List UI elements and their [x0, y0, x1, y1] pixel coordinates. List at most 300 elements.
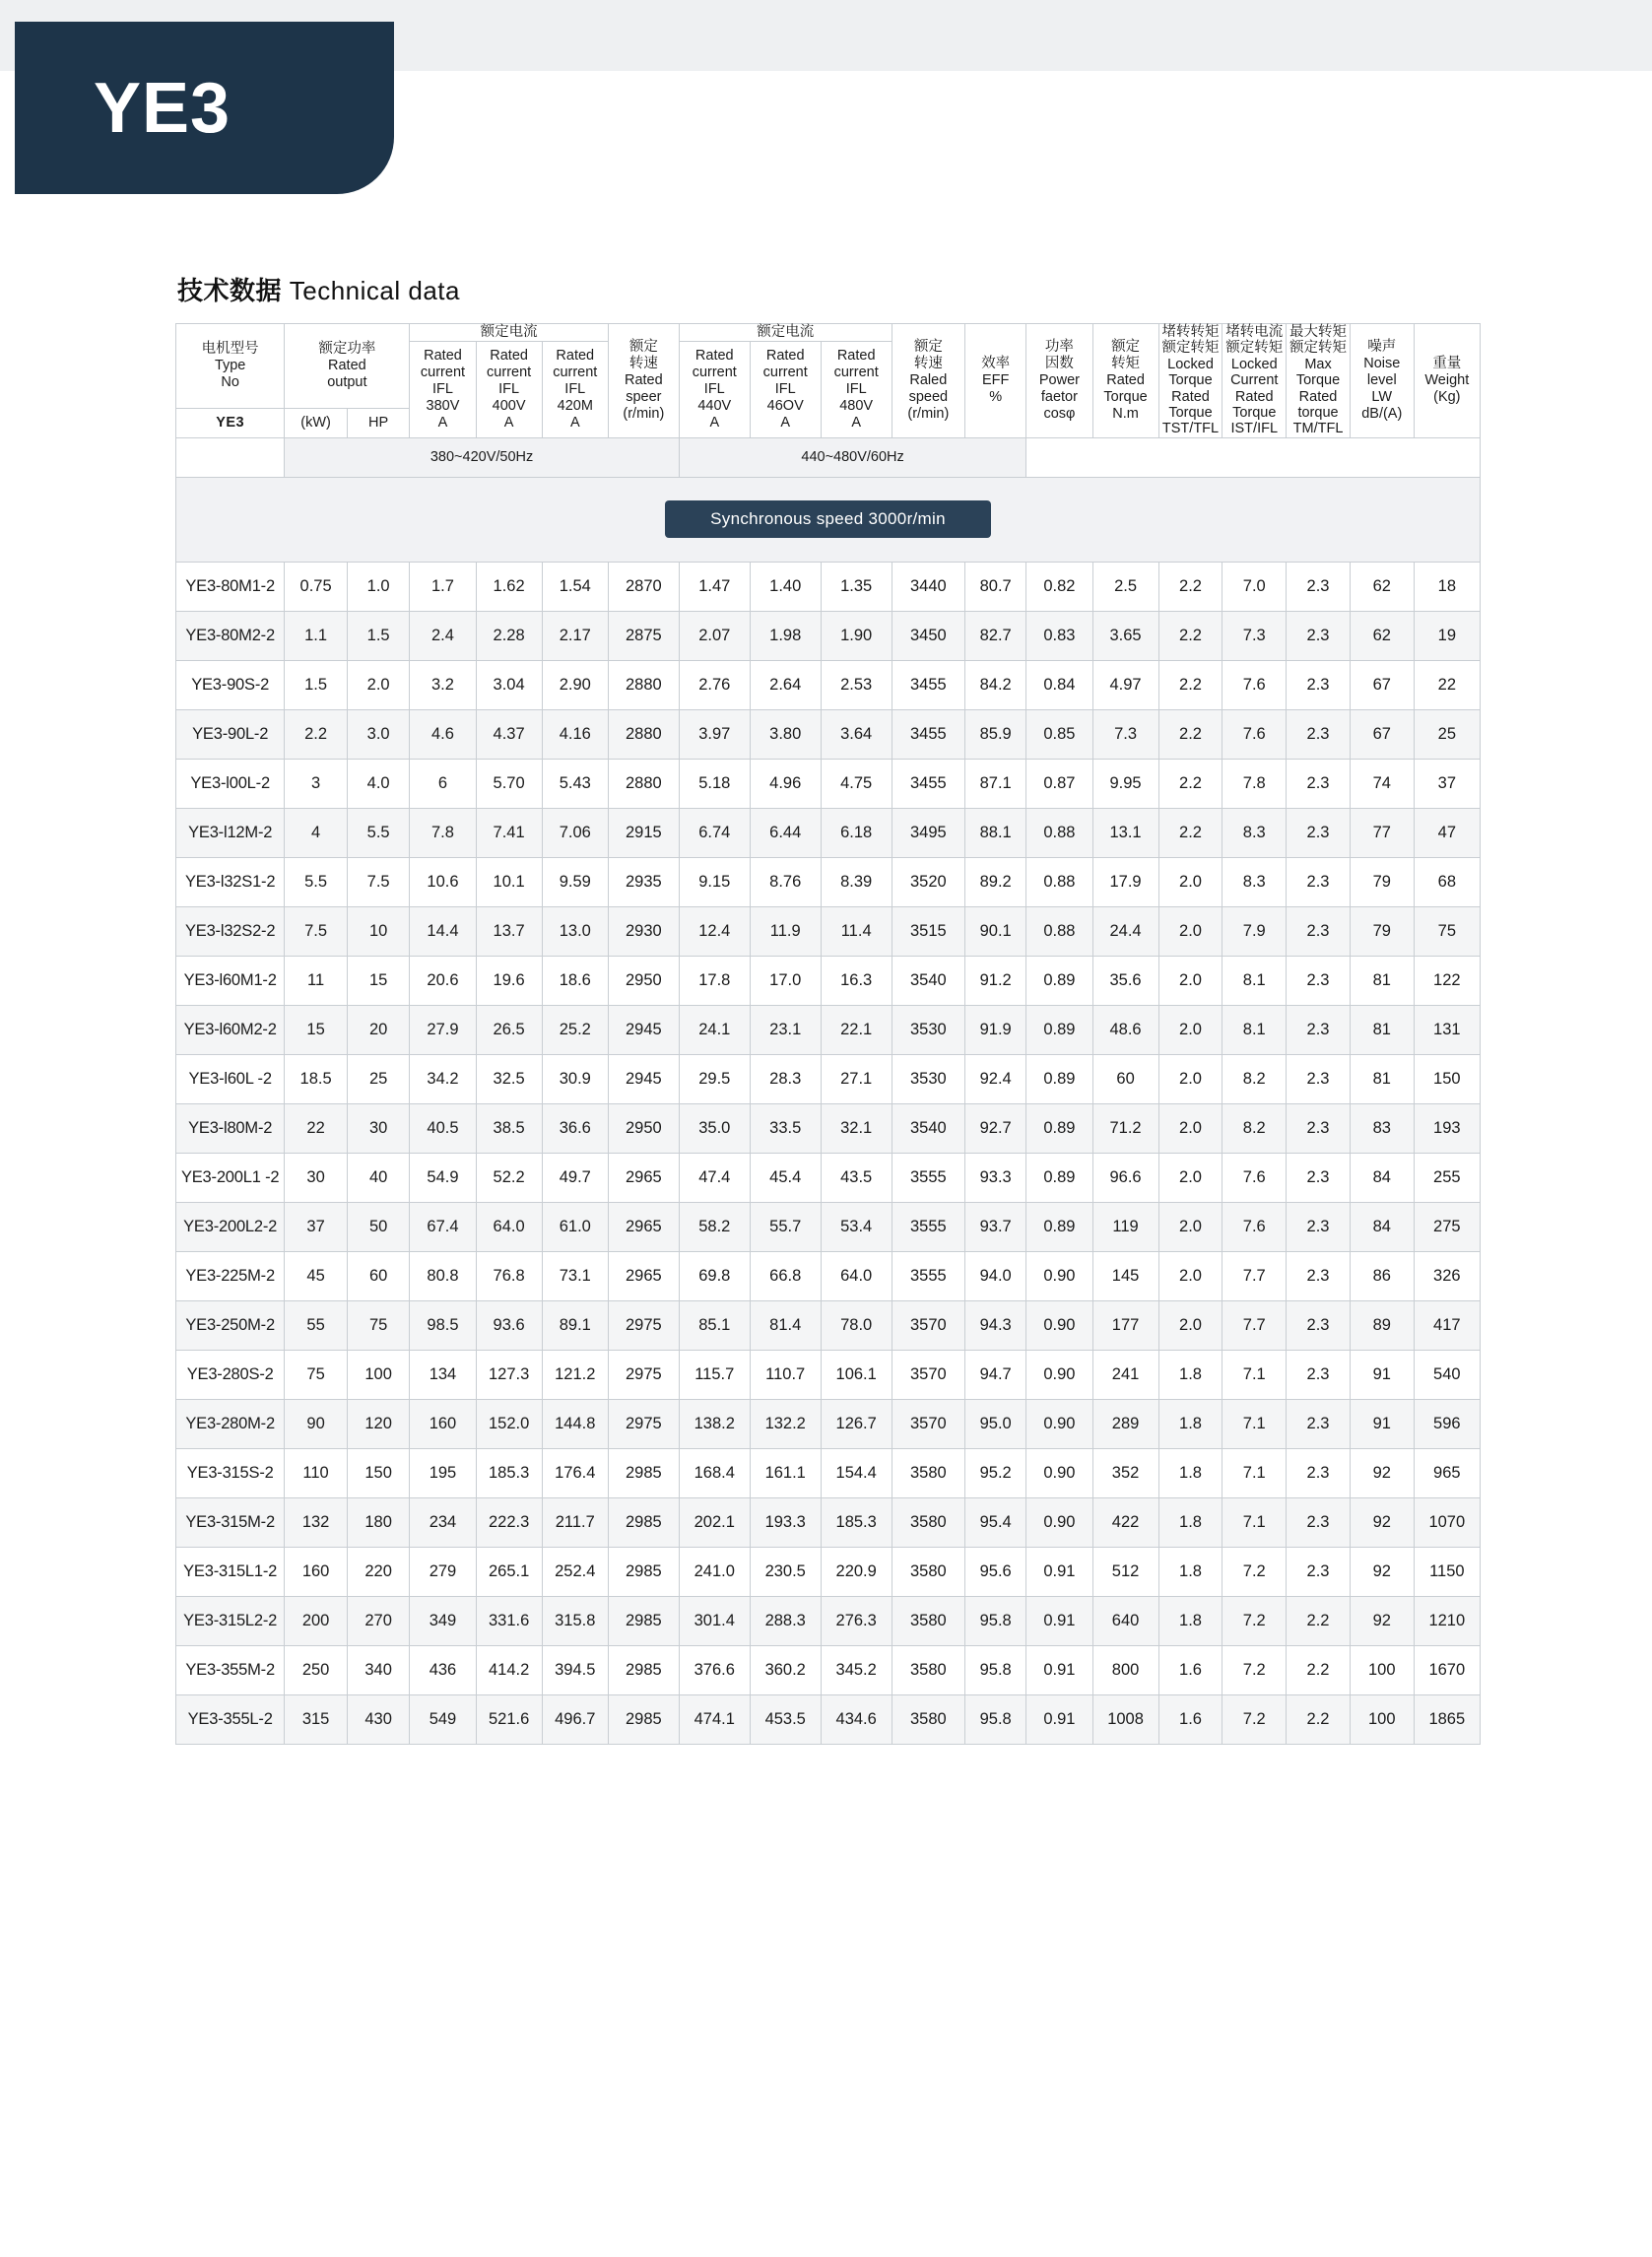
table-cell: 2.0	[1158, 1103, 1222, 1153]
table-cell: 91	[1350, 1399, 1414, 1448]
table-cell: 32.1	[821, 1103, 892, 1153]
header-row-main	[176, 324, 1481, 342]
table-cell: 2.0	[1158, 1005, 1222, 1054]
table-cell: 119	[1092, 1202, 1158, 1251]
cell-model: YE3-280S-2	[176, 1350, 285, 1399]
table-cell: 73.1	[542, 1251, 608, 1300]
table-cell: 0.85	[1026, 709, 1092, 759]
table-cell: 7.0	[1222, 562, 1287, 611]
table-cell: 434.6	[821, 1694, 892, 1744]
table-cell: 331.6	[476, 1596, 542, 1645]
table-cell: 25.2	[542, 1005, 608, 1054]
cell-model: YE3-l12M-2	[176, 808, 285, 857]
table-cell: 66.8	[750, 1251, 821, 1300]
table-cell: 55.7	[750, 1202, 821, 1251]
header-current-460v: Rated current IFL 46OV A	[750, 342, 821, 438]
header-current-480v: Rated current IFL 480V A	[821, 342, 892, 438]
cell-model: YE3-l60M1-2	[176, 956, 285, 1005]
table-cell: 20	[347, 1005, 410, 1054]
table-cell: 145	[1092, 1251, 1158, 1300]
table-cell: 37	[1414, 759, 1480, 808]
table-cell: 3	[285, 759, 348, 808]
table-cell: 95.8	[965, 1596, 1026, 1645]
header-current-440v: Rated current IFL 440V A	[679, 342, 750, 438]
table-cell: 4.75	[821, 759, 892, 808]
table-cell: 127.3	[476, 1350, 542, 1399]
cell-model: YE3-200L2-2	[176, 1202, 285, 1251]
table-cell: 1670	[1414, 1645, 1480, 1694]
table-cell: 27.9	[410, 1005, 476, 1054]
table-cell: 3.97	[679, 709, 750, 759]
table-cell: 1.8	[1158, 1547, 1222, 1596]
table-cell: 98.5	[410, 1300, 476, 1350]
table-cell: 92	[1350, 1497, 1414, 1547]
table-row	[176, 1251, 1481, 1300]
table-cell: 29.5	[679, 1054, 750, 1103]
table-cell: 7.1	[1222, 1350, 1287, 1399]
table-cell: 2.0	[1158, 1202, 1222, 1251]
table-row	[176, 1103, 1481, 1153]
table-cell: 2985	[608, 1645, 679, 1694]
table-cell: 28.3	[750, 1054, 821, 1103]
table-cell: 8.39	[821, 857, 892, 906]
table-cell: 2935	[608, 857, 679, 906]
table-cell: 0.91	[1026, 1547, 1092, 1596]
table-cell: 1.1	[285, 611, 348, 660]
table-cell: 2.2	[1158, 709, 1222, 759]
table-cell: 82.7	[965, 611, 1026, 660]
synchronous-speed-row	[176, 477, 1481, 562]
table-cell: 9.95	[1092, 759, 1158, 808]
table-cell: 50	[347, 1202, 410, 1251]
table-cell: 3570	[892, 1300, 964, 1350]
table-cell: 80.7	[965, 562, 1026, 611]
table-cell: 7.6	[1222, 660, 1287, 709]
table-cell: 3540	[892, 1103, 964, 1153]
table-row	[176, 660, 1481, 709]
table-cell: 5.70	[476, 759, 542, 808]
table-cell: 6.44	[750, 808, 821, 857]
table-cell: 92	[1350, 1596, 1414, 1645]
table-cell: 36.6	[542, 1103, 608, 1153]
table-cell: 220.9	[821, 1547, 892, 1596]
table-cell: 193	[1414, 1103, 1480, 1153]
table-cell: 3.0	[347, 709, 410, 759]
table-cell: 0.89	[1026, 956, 1092, 1005]
table-cell: 2880	[608, 709, 679, 759]
table-cell: 270	[347, 1596, 410, 1645]
table-cell: 180	[347, 1497, 410, 1547]
table-cell: 496.7	[542, 1694, 608, 1744]
table-cell: 234	[410, 1497, 476, 1547]
table-cell: 6.74	[679, 808, 750, 857]
table-cell: 422	[1092, 1497, 1158, 1547]
table-cell: 69.8	[679, 1251, 750, 1300]
table-cell: 1.7	[410, 562, 476, 611]
table-cell: 2.28	[476, 611, 542, 660]
table-cell: 100	[347, 1350, 410, 1399]
table-cell: 0.90	[1026, 1448, 1092, 1497]
cell-model: YE3-200L1 -2	[176, 1153, 285, 1202]
table-cell: 94.3	[965, 1300, 1026, 1350]
table-row	[176, 1350, 1481, 1399]
table-cell: 92	[1350, 1448, 1414, 1497]
table-cell: 27.1	[821, 1054, 892, 1103]
table-row	[176, 759, 1481, 808]
table-cell: 84.2	[965, 660, 1026, 709]
header-power-factor: 功率 因数 Power faetor cosφ	[1026, 324, 1092, 438]
table-cell: 2.3	[1287, 759, 1351, 808]
table-cell: 37	[285, 1202, 348, 1251]
table-cell: 430	[347, 1694, 410, 1744]
table-cell: 93.3	[965, 1153, 1026, 1202]
cell-model: YE3-l32S1-2	[176, 857, 285, 906]
table-cell: 2985	[608, 1596, 679, 1645]
table-cell: 33.5	[750, 1103, 821, 1153]
page-title	[177, 271, 460, 307]
table-cell: 417	[1414, 1300, 1480, 1350]
table-cell: 110.7	[750, 1350, 821, 1399]
table-cell: 3580	[892, 1694, 964, 1744]
table-cell: 5.43	[542, 759, 608, 808]
table-cell: 2.3	[1287, 1547, 1351, 1596]
table-cell: 1.5	[347, 611, 410, 660]
table-cell: 7.7	[1222, 1300, 1287, 1350]
table-cell: 13.1	[1092, 808, 1158, 857]
voltage-band-row	[176, 437, 1481, 477]
table-cell: 13.0	[542, 906, 608, 956]
table-cell: 0.88	[1026, 906, 1092, 956]
cell-model: YE3-355L-2	[176, 1694, 285, 1744]
table-cell: 25	[347, 1054, 410, 1103]
table-cell: 3455	[892, 759, 964, 808]
header-current-420v: Rated current IFL 420M A	[542, 342, 608, 438]
table-cell: 6.18	[821, 808, 892, 857]
table-cell: 176.4	[542, 1448, 608, 1497]
table-cell: 301.4	[679, 1596, 750, 1645]
table-cell: 2.3	[1287, 1497, 1351, 1547]
table-cell: 7.8	[410, 808, 476, 857]
table-cell: 345.2	[821, 1645, 892, 1694]
table-cell: 75	[347, 1300, 410, 1350]
table-cell: 16.3	[821, 956, 892, 1005]
header-current-400v: Rated current IFL 400V A	[476, 342, 542, 438]
brand-logo: YE3	[15, 22, 394, 194]
cell-model: YE3-l60L -2	[176, 1054, 285, 1103]
table-cell: 60	[1092, 1054, 1158, 1103]
table-cell: 49.7	[542, 1153, 608, 1202]
technical-data-table	[175, 323, 1481, 1745]
table-cell: 0.89	[1026, 1103, 1092, 1153]
table-cell: 1.47	[679, 562, 750, 611]
table-cell: 11.4	[821, 906, 892, 956]
table-cell: 3570	[892, 1350, 964, 1399]
table-cell: 15	[285, 1005, 348, 1054]
cell-model: YE3-90L-2	[176, 709, 285, 759]
table-cell: 80.8	[410, 1251, 476, 1300]
table-cell: 15	[347, 956, 410, 1005]
header-weight: 重量 Weight (Kg)	[1414, 324, 1480, 438]
table-cell: 0.90	[1026, 1251, 1092, 1300]
table-cell: 161.1	[750, 1448, 821, 1497]
table-cell: 92.4	[965, 1054, 1026, 1103]
table-cell: 3555	[892, 1153, 964, 1202]
table-cell: 144.8	[542, 1399, 608, 1448]
table-cell: 0.89	[1026, 1005, 1092, 1054]
table-cell: 2.64	[750, 660, 821, 709]
cell-model: YE3-90S-2	[176, 660, 285, 709]
table-cell: 222.3	[476, 1497, 542, 1547]
table-cell: 1865	[1414, 1694, 1480, 1744]
table-cell: 100	[1350, 1645, 1414, 1694]
cell-model: YE3-80M2-2	[176, 611, 285, 660]
table-cell: 24.4	[1092, 906, 1158, 956]
cell-model: YE3-280M-2	[176, 1399, 285, 1448]
table-cell: 85.9	[965, 709, 1026, 759]
table-row	[176, 956, 1481, 1005]
table-cell: 965	[1414, 1448, 1480, 1497]
table-row	[176, 562, 1481, 611]
table-cell: 177	[1092, 1300, 1158, 1350]
table-cell: 2.3	[1287, 1054, 1351, 1103]
table-cell: 132.2	[750, 1399, 821, 1448]
table-cell: 220	[347, 1547, 410, 1596]
table-cell: 92.7	[965, 1103, 1026, 1153]
table-cell: 288.3	[750, 1596, 821, 1645]
table-cell: 84	[1350, 1153, 1414, 1202]
table-cell: 1.0	[347, 562, 410, 611]
table-cell: 2975	[608, 1399, 679, 1448]
table-cell: 64.0	[821, 1251, 892, 1300]
table-cell: 0.90	[1026, 1350, 1092, 1399]
table-row	[176, 857, 1481, 906]
table-cell: 95.6	[965, 1547, 1026, 1596]
table-cell: 436	[410, 1645, 476, 1694]
table-cell: 24.1	[679, 1005, 750, 1054]
table-cell: 43.5	[821, 1153, 892, 1202]
table-cell: 0.75	[285, 562, 348, 611]
table-cell: 2870	[608, 562, 679, 611]
table-cell: 152.0	[476, 1399, 542, 1448]
table-cell: 2.0	[1158, 857, 1222, 906]
table-cell: 3450	[892, 611, 964, 660]
table-cell: 2.53	[821, 660, 892, 709]
table-cell: 3530	[892, 1005, 964, 1054]
table-cell: 95.8	[965, 1694, 1026, 1744]
table-cell: 7.9	[1222, 906, 1287, 956]
table-cell: 78.0	[821, 1300, 892, 1350]
table-cell: 67	[1350, 660, 1414, 709]
table-cell: 7.3	[1222, 611, 1287, 660]
table-cell: 91.9	[965, 1005, 1026, 1054]
table-cell: 0.91	[1026, 1596, 1092, 1645]
table-cell: 340	[347, 1645, 410, 1694]
table-cell: 91	[1350, 1350, 1414, 1399]
table-cell: 7.2	[1222, 1694, 1287, 1744]
table-cell: 1070	[1414, 1497, 1480, 1547]
table-cell: 2.0	[1158, 1054, 1222, 1103]
table-cell: 17.9	[1092, 857, 1158, 906]
table-cell: 0.90	[1026, 1399, 1092, 1448]
table-cell: 3555	[892, 1251, 964, 1300]
table-cell: 1.6	[1158, 1694, 1222, 1744]
table-cell: 1.54	[542, 562, 608, 611]
table-cell: 81	[1350, 1005, 1414, 1054]
header-unit-kw: (kW)	[285, 409, 348, 437]
table-row	[176, 1645, 1481, 1694]
table-cell: 2.0	[1158, 1153, 1222, 1202]
table-cell: 0.91	[1026, 1645, 1092, 1694]
table-cell: 25	[1414, 709, 1480, 759]
table-cell: 7.2	[1222, 1547, 1287, 1596]
table-cell: 40.5	[410, 1103, 476, 1153]
synchronous-speed-banner: Synchronous speed 3000r/min	[665, 500, 991, 538]
table-cell: 47.4	[679, 1153, 750, 1202]
table-cell: 95.4	[965, 1497, 1026, 1547]
table-cell: 349	[410, 1596, 476, 1645]
cell-model: YE3-80M1-2	[176, 562, 285, 611]
table-cell: 549	[410, 1694, 476, 1744]
table-row	[176, 906, 1481, 956]
table-cell: 2.4	[410, 611, 476, 660]
table-cell: 1.98	[750, 611, 821, 660]
table-cell: 61.0	[542, 1202, 608, 1251]
table-cell: 2930	[608, 906, 679, 956]
voltage-band-blank-right	[1026, 437, 1481, 477]
table-cell: 394.5	[542, 1645, 608, 1694]
table-cell: 17.0	[750, 956, 821, 1005]
table-cell: 1.8	[1158, 1399, 1222, 1448]
table-cell: 7.41	[476, 808, 542, 857]
table-row	[176, 1596, 1481, 1645]
table-cell: 0.89	[1026, 1054, 1092, 1103]
table-cell: 67	[1350, 709, 1414, 759]
table-cell: 106.1	[821, 1350, 892, 1399]
table-cell: 193.3	[750, 1497, 821, 1547]
table-cell: 6	[410, 759, 476, 808]
table-cell: 91.2	[965, 956, 1026, 1005]
table-cell: 275	[1414, 1202, 1480, 1251]
table-cell: 0.89	[1026, 1202, 1092, 1251]
cell-model: YE3-315L2-2	[176, 1596, 285, 1645]
table-cell: 640	[1092, 1596, 1158, 1645]
table-cell: 2.07	[679, 611, 750, 660]
table-cell: 3580	[892, 1645, 964, 1694]
table-cell: 89	[1350, 1300, 1414, 1350]
cell-model: YE3-l00L-2	[176, 759, 285, 808]
table-cell: 64.0	[476, 1202, 542, 1251]
table-cell: 8.1	[1222, 1005, 1287, 1054]
table-cell: 2.3	[1287, 1448, 1351, 1497]
table-cell: 1008	[1092, 1694, 1158, 1744]
table-cell: 2915	[608, 808, 679, 857]
table-cell: 160	[285, 1547, 348, 1596]
table-cell: 94.0	[965, 1251, 1026, 1300]
table-cell: 2.2	[285, 709, 348, 759]
table-row	[176, 1054, 1481, 1103]
table-cell: 5.5	[285, 857, 348, 906]
table-cell: 185.3	[821, 1497, 892, 1547]
table-cell: 7.6	[1222, 1153, 1287, 1202]
table-cell: 3540	[892, 956, 964, 1005]
table-cell: 2.3	[1287, 1103, 1351, 1153]
table-cell: 8.3	[1222, 808, 1287, 857]
cell-model: YE3-315M-2	[176, 1497, 285, 1547]
table-cell: 315	[285, 1694, 348, 1744]
table-cell: 252.4	[542, 1547, 608, 1596]
table-cell: 512	[1092, 1547, 1158, 1596]
table-cell: 77	[1350, 808, 1414, 857]
table-cell: 0.90	[1026, 1497, 1092, 1547]
table-cell: 35.0	[679, 1103, 750, 1153]
table-cell: 10	[347, 906, 410, 956]
table-cell: 22.1	[821, 1005, 892, 1054]
table-cell: 453.5	[750, 1694, 821, 1744]
table-cell: 5.5	[347, 808, 410, 857]
table-cell: 3455	[892, 709, 964, 759]
table-cell: 2.0	[1158, 1300, 1222, 1350]
table-cell: 1.8	[1158, 1350, 1222, 1399]
table-cell: 360.2	[750, 1645, 821, 1694]
table-cell: 132	[285, 1497, 348, 1547]
table-cell: 376.6	[679, 1645, 750, 1694]
table-cell: 1.90	[821, 611, 892, 660]
table-cell: 68	[1414, 857, 1480, 906]
table-cell: 47	[1414, 808, 1480, 857]
table-cell: 2985	[608, 1694, 679, 1744]
table-cell: 4	[285, 808, 348, 857]
table-cell: 7.6	[1222, 709, 1287, 759]
table-cell: 121.2	[542, 1350, 608, 1399]
table-cell: 55	[285, 1300, 348, 1350]
table-cell: 7.7	[1222, 1251, 1287, 1300]
table-cell: 0.84	[1026, 660, 1092, 709]
table-cell: 7.5	[347, 857, 410, 906]
table-cell: 90	[285, 1399, 348, 1448]
table-cell: 2945	[608, 1005, 679, 1054]
table-cell: 45.4	[750, 1153, 821, 1202]
table-cell: 4.16	[542, 709, 608, 759]
table-cell: 79	[1350, 906, 1414, 956]
table-cell: 2.2	[1158, 611, 1222, 660]
table-cell: 2.3	[1287, 1251, 1351, 1300]
table-cell: 326	[1414, 1251, 1480, 1300]
table-cell: 2985	[608, 1497, 679, 1547]
table-cell: 230.5	[750, 1547, 821, 1596]
table-row	[176, 1547, 1481, 1596]
voltage-band-60hz: 440~480V/60Hz	[679, 437, 1026, 477]
table-cell: 7.1	[1222, 1399, 1287, 1448]
table-cell: 30	[347, 1103, 410, 1153]
table-cell: 2.5	[1092, 562, 1158, 611]
table-cell: 1.35	[821, 562, 892, 611]
table-cell: 195	[410, 1448, 476, 1497]
table-cell: 540	[1414, 1350, 1480, 1399]
table-cell: 134	[410, 1350, 476, 1399]
table-cell: 7.2	[1222, 1645, 1287, 1694]
table-cell: 9.59	[542, 857, 608, 906]
table-cell: 120	[347, 1399, 410, 1448]
table-cell: 5.18	[679, 759, 750, 808]
table-cell: 126.7	[821, 1399, 892, 1448]
table-cell: 1.6	[1158, 1645, 1222, 1694]
table-cell: 74	[1350, 759, 1414, 808]
table-row	[176, 1202, 1481, 1251]
table-cell: 250	[285, 1645, 348, 1694]
table-cell: 2.2	[1158, 562, 1222, 611]
table-cell: 38.5	[476, 1103, 542, 1153]
table-cell: 12.4	[679, 906, 750, 956]
